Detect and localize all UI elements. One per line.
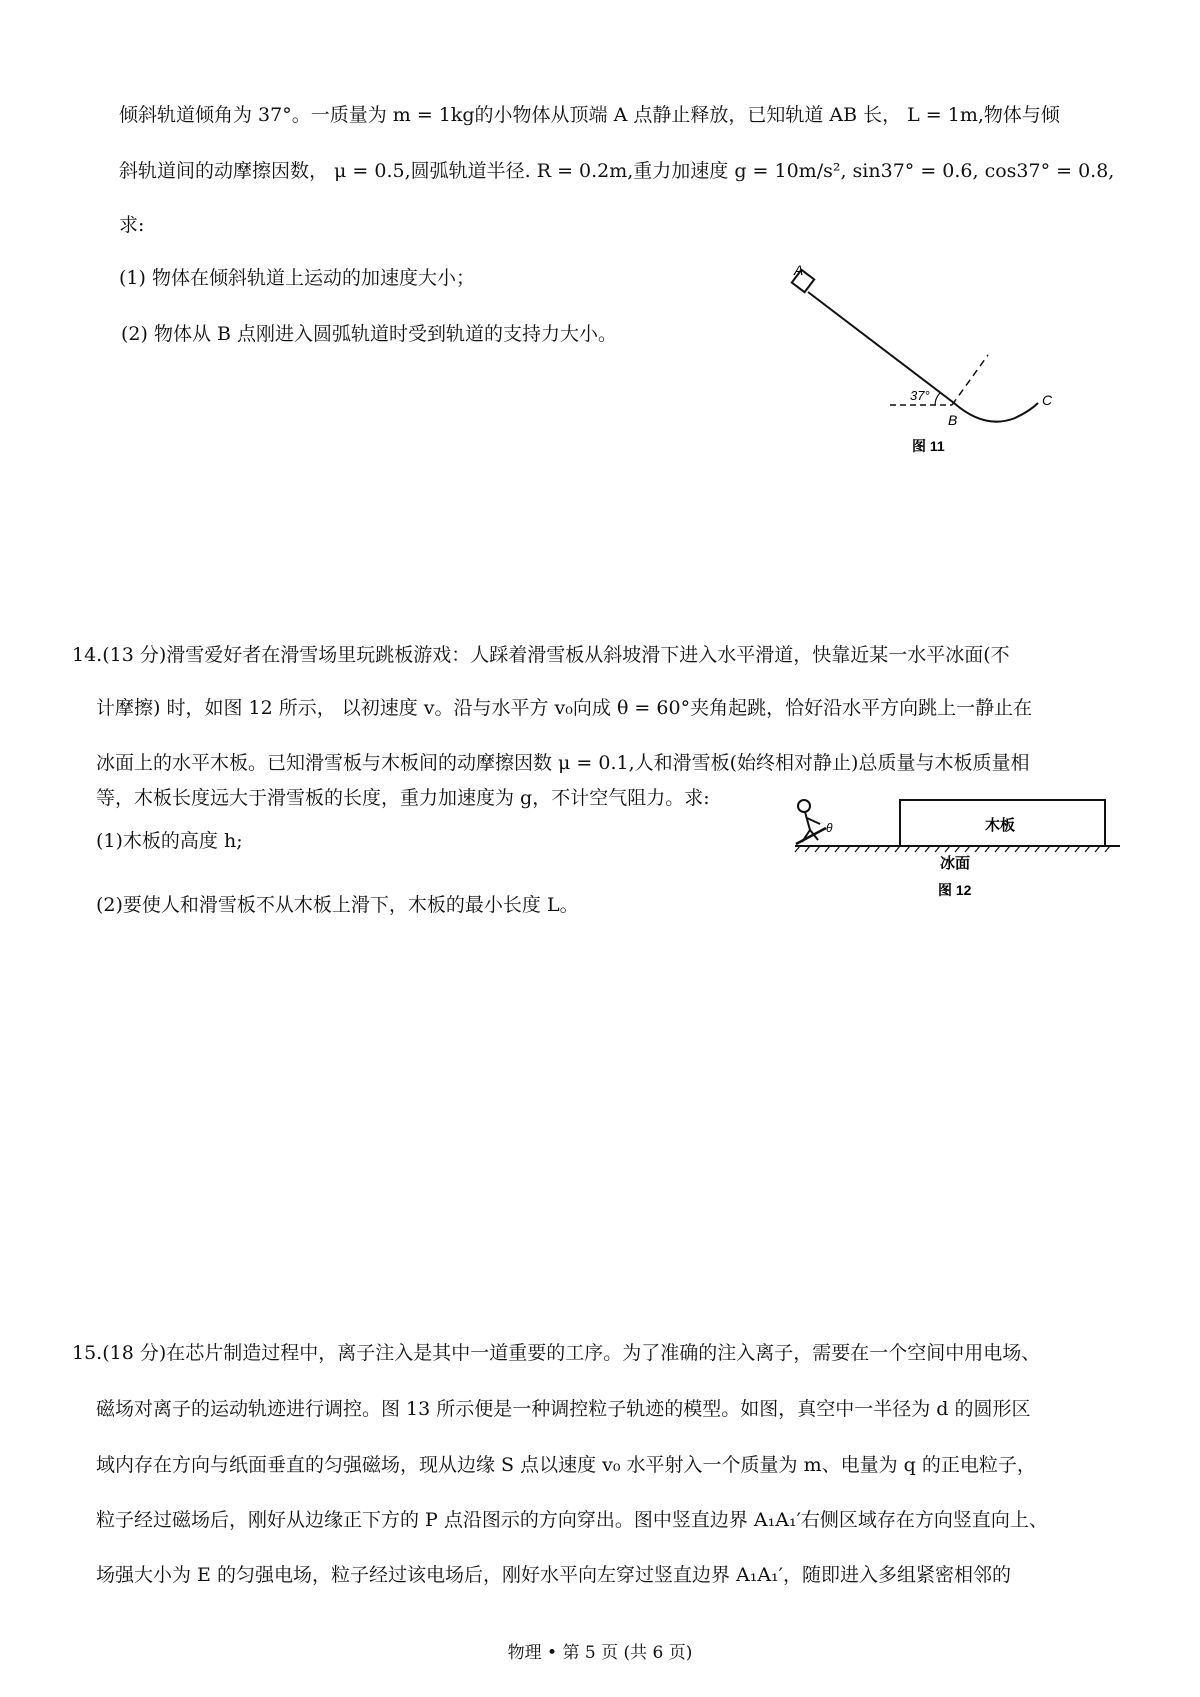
p13-line-1: 倾斜轨道倾角为 37°。一质量为 m = 1kg的小物体从顶端 A 点静止释放，已知轨道 AB 长， L = 1m,物体与倾 <box>119 104 1060 126</box>
incline-track <box>808 292 954 403</box>
p13-line-3: 求: <box>119 214 145 236</box>
skier-head-icon <box>798 800 810 812</box>
arc-track <box>954 403 1038 422</box>
p13-question-1: (1) 物体在倾斜轨道上运动的加速度大小； <box>119 267 475 289</box>
page-footer: 物理 • 第 5 页 (共 6 页) <box>507 1643 693 1663</box>
ice-label: 冰面 <box>940 855 971 872</box>
p15-line-5: 场强大小为 E 的匀强电场，粒子经过该电场后，刚好水平向左穿过竖直边界 A₁A₁′，随即进入多组紧密相邻的 <box>96 1564 1011 1586</box>
p14-line-2: 计摩擦) 时，如图 12 所示， 以初速度 v。沿与水平方 v₀向成 θ = 60°夹角起跳，恰好沿水平方向跳上一静止在 <box>96 697 1033 719</box>
p14-line-4: 等，木板长度远大于滑雪板的长度，重力加速度为 g，不计空气阻力。求: <box>96 787 710 809</box>
p15-line-4: 粒子经过磁场后，刚好从边缘正下方的 P 点沿图示的方向穿出。图中竖直边界 A₁A₁′右侧区域存在方向竖直向上、 <box>96 1509 1048 1531</box>
label-b: B <box>948 412 958 428</box>
figure-12-caption: 图 12 <box>938 882 972 898</box>
label-c: C <box>1042 392 1053 408</box>
figure-11-caption: 图 11 <box>912 438 945 454</box>
p15-line-2: 磁场对离子的运动轨迹进行调控。图 13 所示便是一种调控粒子轨迹的模型。如图，真空中一半径为 d 的圆形区 <box>96 1398 1031 1420</box>
label-a: A <box>794 262 804 278</box>
normal-line <box>952 355 988 405</box>
figure-11 <box>780 255 1110 470</box>
p13-line-2: 斜轨道间的动摩擦因数， μ = 0.5,圆弧轨道半径. R = 0.2m,重力加速度 g = 10m/s², sin37° = 0.6, cos37° = 0.8, <box>119 160 1115 182</box>
board-label: 木板 <box>985 817 1016 834</box>
p13-question-2: (2) 物体从 B 点刚进入圆弧轨道时受到轨道的支持力大小。 <box>121 323 617 345</box>
p14-question-1: (1)木板的高度 h; <box>96 830 243 852</box>
p14-question-2: (2)要使人和滑雪板不从木板上滑下，木板的最小长度 L。 <box>96 894 579 916</box>
p15-line-1: 15.(18 分)在芯片制造过程中，离子注入是其中一道重要的工序。为了准确的注入离子，需要在一个空间中用电场、 <box>72 1342 1041 1364</box>
p14-line-1: 14.(13 分)滑雪爱好者在滑雪场里玩跳板游戏：人踩着滑雪板从斜坡滑下进入水平滑道，快靠近某一水平冰面(不 <box>72 644 1010 666</box>
p15-line-3: 域内存在方向与纸面垂直的匀强磁场，现从边缘 S 点以速度 v₀ 水平射入一个质量为 m、电量为 q 的正电粒子， <box>96 1454 1036 1476</box>
p14-line-3: 冰面上的水平木板。已知滑雪板与木板间的动摩擦因数 μ = 0.1,人和滑雪板(始终相对静止)总质量与木板质量相 <box>96 752 1030 774</box>
angle-label: 37° <box>910 388 930 403</box>
theta-label: θ <box>826 821 833 835</box>
figure-12 <box>790 790 1130 915</box>
